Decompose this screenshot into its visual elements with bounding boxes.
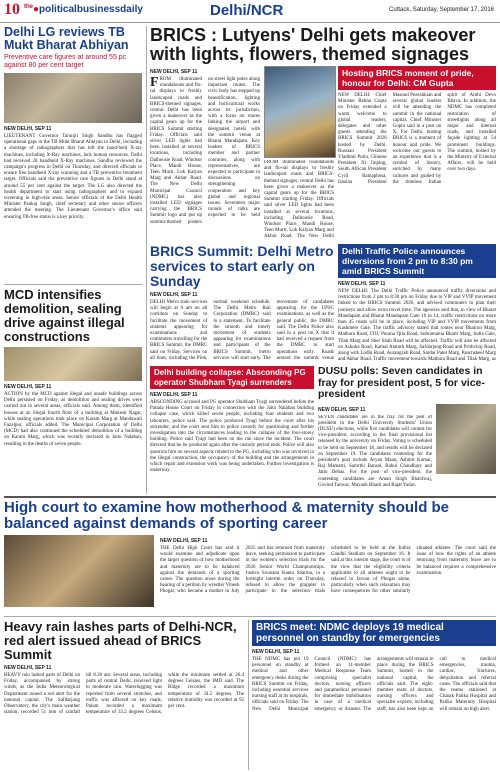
article-ndmc: [252, 620, 496, 770]
section-title: Delhi/NCR: [210, 2, 284, 19]
article-body: SEVEN candidates are in the fray for the post of president in the Delhi University Students' Union (DUSU) elections, while five candidates will contest for vice-president, according to the final provisional list released by the university on Friday. Voting is scheduled to be held on September 18, and results will be declared on September 19. The candidates contesting for the president's post include Aryan Maan, Ashmit Kumar, Raj Mamatri, Samrthi Bansal, Rahul Chaudhary and Jatin Debas. For the post of vice-president, the contesting candidates are Aman Singh Bhardwaj, Govind Tanwar, Mayank Bharti and Rajat Yadav.: [318, 414, 432, 488]
headline: Delhi building collapse: Absconding PG operator Shubham Tyagi surrenders: [150, 366, 314, 389]
headline: BRICS meet: NDMC deploys 19 medical personnel on standby for emergencies: [252, 620, 496, 646]
divider: [4, 616, 496, 617]
byline: NEW DELHI, SEP 11: [338, 281, 386, 287]
article-mcd: [4, 288, 142, 488]
newspaper-logo: $^{the}$●politicalbusinessdaily: [24, 4, 143, 15]
article-body-cont: FROM illuminated roundabouts and flo-ral displays to freshly landscaped roads and BRICS-themed signages, central Delhi has been given a makeover as the capital gears up for the BRICS Summit starting Friday. Officials said silver LED lights had been installed at several locations, including Dalhousie Road, Windsor Place, Mandi House, Teen Murti, Lok Kalyan Marg and Akbar Road. The New Delhi: [264, 160, 334, 240]
page-number: 10: [4, 1, 20, 18]
article-brics-main-body: [150, 66, 260, 240]
byline: NEW DELHI, SEP 11: [318, 406, 366, 413]
byline: NEW DELHI, SEP 11: [4, 384, 52, 390]
photo-lg: [4, 73, 142, 123]
headline: Heavy rain lashes parts of Delhi-NCR, red alert issued ahead of BRICS Summit: [4, 620, 237, 662]
article-high-court: [4, 500, 496, 614]
article-body: NEW DELHI: Chief Minister Rekha Gupta on Friday extended a warm welcome to global leaders, delegates and other guests attending the BRICS Summit 2026 hosted by Delhi. Russian President Vladimir Putin, Chinese President Xi Jinping, South African President Cyril Ramaphosa, Iranian President Masoud Pezeshkian and several global leaders will be attending the summit in the national capital. Chief Minister Gupta said in a post on X, For Delhi, hosting BRICS is a moment of honour and pride. We welcome our guests to an experience that is a symbol of history, enriched by many cultures and guided by the timeless Indian spirit of Atithi Devo Bhava. In addition, the NDMC has completed restoration of streetlights along all major and internal roads, and installed façade lighting at 54 prominent buildings. The summit, hosted by the Ministry of External Affairs, will be held over two days.: [338, 93, 496, 185]
article-body: LIEUTENANT Governor Tarunjit Singh Sandhu has flagged operational gaps in the TB Mukt Bharat Abhiyan in Delhi, including a shortage of radiographers that has left the hand-held X-ray machines, including X-Ray machines, lack human resources. Delhi had received 28 handheld X-Ray machines. Sandhu reviewed the campaign's progress in Delhi on Thursday, and directed officials to ensure free handheld X-ray scanning and a TB preventive treatment target. Officials said the preventive care figures in Delhi stand at around 55 per cent against the target. The LG also directed the health department to start using radiographers and to expand screening in high-risk areas. Senior officials of the Delhi Health Minister Pankaj Singh, chief secretary and other senior officers attended the meeting. The Lieutenant Governor's office said ensuring TB-free status is a key priority.: [4, 134, 142, 220]
logo-name: politicalbusinessdaily: [39, 4, 143, 15]
headline: BRICS Summit: Delhi Metro services to start early on Sunday: [150, 244, 334, 289]
masthead: [0, 0, 500, 23]
article-collapse: [150, 366, 314, 494]
article-brics-continued: [264, 160, 334, 240]
article-body: THE Delhi High Court has said it would examine and adjudicate upon the larger question of how motherhood and maternity are to be balanced against the demands of a sporting career. The question arose during the hearing of a petition by wrestler Vinesh Phogat, who became a mother in July 2025 and has returned from maternity leave, seeking permission to participate in the women's selection trials for the 2026 Senior World Championships. Justice Swarana Kanta Sharma, in a fortnight interim order on Thursday, refused to allow the grappler to participate in the selection trials scheduled to be held at the Indira Gandhi Stadium on September 16. It said at this interim stage, the court is of the view that the eligibility criteria applicable to all athletes ought to be relaxed in favour of Phogat alone, particularly when such relaxation may have consequences for other similarly situated athletes. The court said the issue of how the rights of an athlete returning from maternity leave are to be balanced requires a comprehensive examination.: [160, 546, 496, 595]
byline: NEW DELHI, SEP 11: [4, 126, 52, 132]
photo-mcd: [4, 347, 142, 381]
article-metro: [150, 244, 334, 362]
divider: [4, 284, 142, 285]
headline: High court to examine how motherhood & maternity should be balanced against demands of sporting career: [4, 500, 450, 532]
headline: Delhi Traffic Police announces diversions from 2 pm to 8:30 pm amid BRICS Summit: [338, 244, 496, 278]
photo-brics: [264, 66, 336, 158]
photo-court: [4, 535, 154, 607]
divider: [4, 496, 496, 498]
byline: NEW DELHI, SEP 11: [150, 392, 198, 398]
divider: [248, 620, 249, 770]
headline: Delhi LG reviews TB Mukt Bharat Abhiyan: [4, 26, 129, 52]
headline: BRICS : Lutyens' Delhi gets makeover with lights, flowers, themed signages: [150, 26, 476, 64]
article-body: HEAVY rain lashed parts of Delhi on Friday, accompanied by strong winds, as the India Meteorological Department issued a red alert for the national capital. The Safdarjung Observatory, the city's main weather station, recorded 51 mm of rainfall till 8.30 am. Several areas, including parts of central Delhi, received light to moderate rain. Waterlogging was reported from several stretches, and traffic was affected on key roads. Palam recorded a maximum temperature of 33.2 degrees Celsius, while the minimum settled at 26.4 degrees Celsius, the IMD said. The Ridge recorded a maximum temperature of 34.5 degrees. The relative humidity was recorded at 92 per cent.: [4, 673, 244, 716]
headline: MCD intensifies demolition, sealing drive against illegal constructions: [4, 288, 125, 344]
article-traffic: [338, 244, 496, 362]
article-body: THE NDMC has put 19 personnel on standby at medical and other emergency desks during the BRICS Summit on Friday, including essential services nursing staff at its hospitals, officials said on Friday. The New Delhi Municipal Council (NDMC) has formed an 11-member Medical Response Team comprising specialist doctors, nursing officers and paramedical personnel for immediate mobilisation in case of a medical emergency or disaster. The arrangements will remain in place during the BRICS Summit, hosted in the national capital, the officials said. The eight-member team of doctors, nursing officers and specialist experts, including staff, has also been kept on call to medical emergencies, trauma, cardiac, fractures, dehydration and referral cases. The officials said that the teams stationed at Charak Palika Hospital and Palika Maternity Hospital will remain on high alert.: [252, 657, 496, 712]
article-body: ABSCONDING accused and PG operator Shubham Tyagi surrendered before the Patiala House Court on Friday in connection with the Jaitu Nalaban building collapse case, which killed seven people, including four students and two labourers, police said. The police produced Tyagi before the court after his surrender, and the court sent him to police custody for questioning and further investigation into the circumstances leading to the collapse of the four-storey building. Police said Tyagi had been on the run since the incident. The court directed that he be produced again after the custody period ends. Police will also question him on several aspects related to the PG, including who was involved in the illegal construction, the occupancy of the building and the arrangements in which repair and extension work was being undertaken. Further investigation is underway.: [150, 400, 314, 474]
byline: NEW DELHI, SEP 11: [150, 69, 198, 75]
logo-prefix: the: [24, 4, 33, 10]
photo-dusu: [436, 404, 496, 474]
article-body: NEW DELHI: The Delhi Traffic Police announced traffic diversions and restrictions from 2 pm to 8:30 pm on Friday due to VIP and VVIP movement linked to the BRICS Summit 2026, and advised commuters to plan their journeys and allow extra travel time. The agencies said that, in view of Bharat Mandapam and Bharat Mandapam Gate 10 to 14, traffic restrictions on more than 45 roads will be in place, including VIP and VVIP movements from Kashmere Gate. The traffic advisory stated that routes near Bhairon Marg, Mathura Road, ITO, Purana Qila Road, Subramania Bharti Marg, India Gate, Tilak Marg and Sher Shah Road will be affected. Traffic will also be affected on Ashoka Road, Kamal Ataturk Marg, Safdarjung Road and Prithviraj Road, along with Lodhi Road, Aurangzeb Road, Sardar Patel Marg, Panchsheel Marg and Akbar Road. Traffic movement towards Mathura Road and Tilak Marg, as: [338, 289, 496, 362]
article-rain: [4, 620, 244, 770]
article-cm-gupta: [338, 66, 496, 240]
subheadline: Preventive care figures at around 55 pc against 80 per cent target: [4, 54, 127, 69]
article-body: FROM illuminated roundabouts and flo-ral displays to freshly landscaped roads and BRICS-themed signages, central Delhi has been given a makeover as the capital gears up for the BRICS Summit starting Friday. Officials said silver LED lights had been installed at several locations, including Dalhousie Road, Windsor Place, Mandi House, Teen Murti, Lok Kalyan Marg and Akbar Road. The New Delhi Municipal Council (NDMC) has also installed LED signages carrying the BRICS Summit logo and put up summit-themed posters on street light poles along important routes. The civic body has stepped up beautification, lighting and horticultural works across its jurisdiction, with a focus on routes linking the airport and designated hotels with the summit venue at Bharat Mandapam. Key leaders of BRICS member and partner countries, along with representatives, are expected to participate in discussions on strengthening cooperation and key global and regional issues. Seventeen major rounds of talks are expected to be held: [150, 75, 260, 225]
divider: [146, 26, 147, 494]
headline: Hosting BRICS moment of pride, honour for Delhi: CM Gupta: [338, 66, 496, 90]
article-body: ACTION by the MCD against illegal and unsafe buildings across Delhi persisted on Friday, as demolition and sealing drives were carried out in several areas, officials said. Among them, identified houses at an illegal fourth floor of a building at Mukesh Nagar, while sealing operations took place on Karam Marg at Mandawali Fazalpur, officials added. The Municipal Corporation of Delhi (MCD) had also continued the scheduled demolition of a building on Karam Marg, which was recently declared in Jaitu Nalaban, resulting in the deaths of seven people.: [4, 392, 142, 447]
article-body: DELHI Metro train services will begin at 6 am on all corridors on Sunday to facilitate the movement of students appearing for examinations and commuters travelling for the BRICS Summit, the DMRC said on Friday. Services on all lines, including the Pink, normal weekend schedule. The Delhi Metro Rail Corporation (DMRC) said in a statement, To facilitate the smooth and timely movement of students appearing for examinations and participants of the BRICS Summit, metro services will start early. The movement of candidates appearing for the UPSC examinations, as well as the general public, the DMRC said. The Delhi Police also said in a post on X that it had received a request from the DMRC to start operations early. Roads around the summit venue: [150, 300, 334, 361]
dateline: Cuttack, Saturday, September 17, 2016: [389, 7, 494, 13]
byline: NEW DELHI, SEP 11: [252, 649, 300, 655]
article-lg-tb: [4, 26, 142, 280]
article-dusu: [318, 366, 496, 494]
byline: NEW DELHI, SEP 11: [160, 538, 208, 544]
byline: NEW DELHI, SEP 11: [4, 665, 52, 671]
headline: DUSU polls: Seven candidates in fray for president post, 5 for vice-president: [318, 366, 485, 400]
byline: NEW DELHI, SEP 11: [150, 292, 198, 298]
